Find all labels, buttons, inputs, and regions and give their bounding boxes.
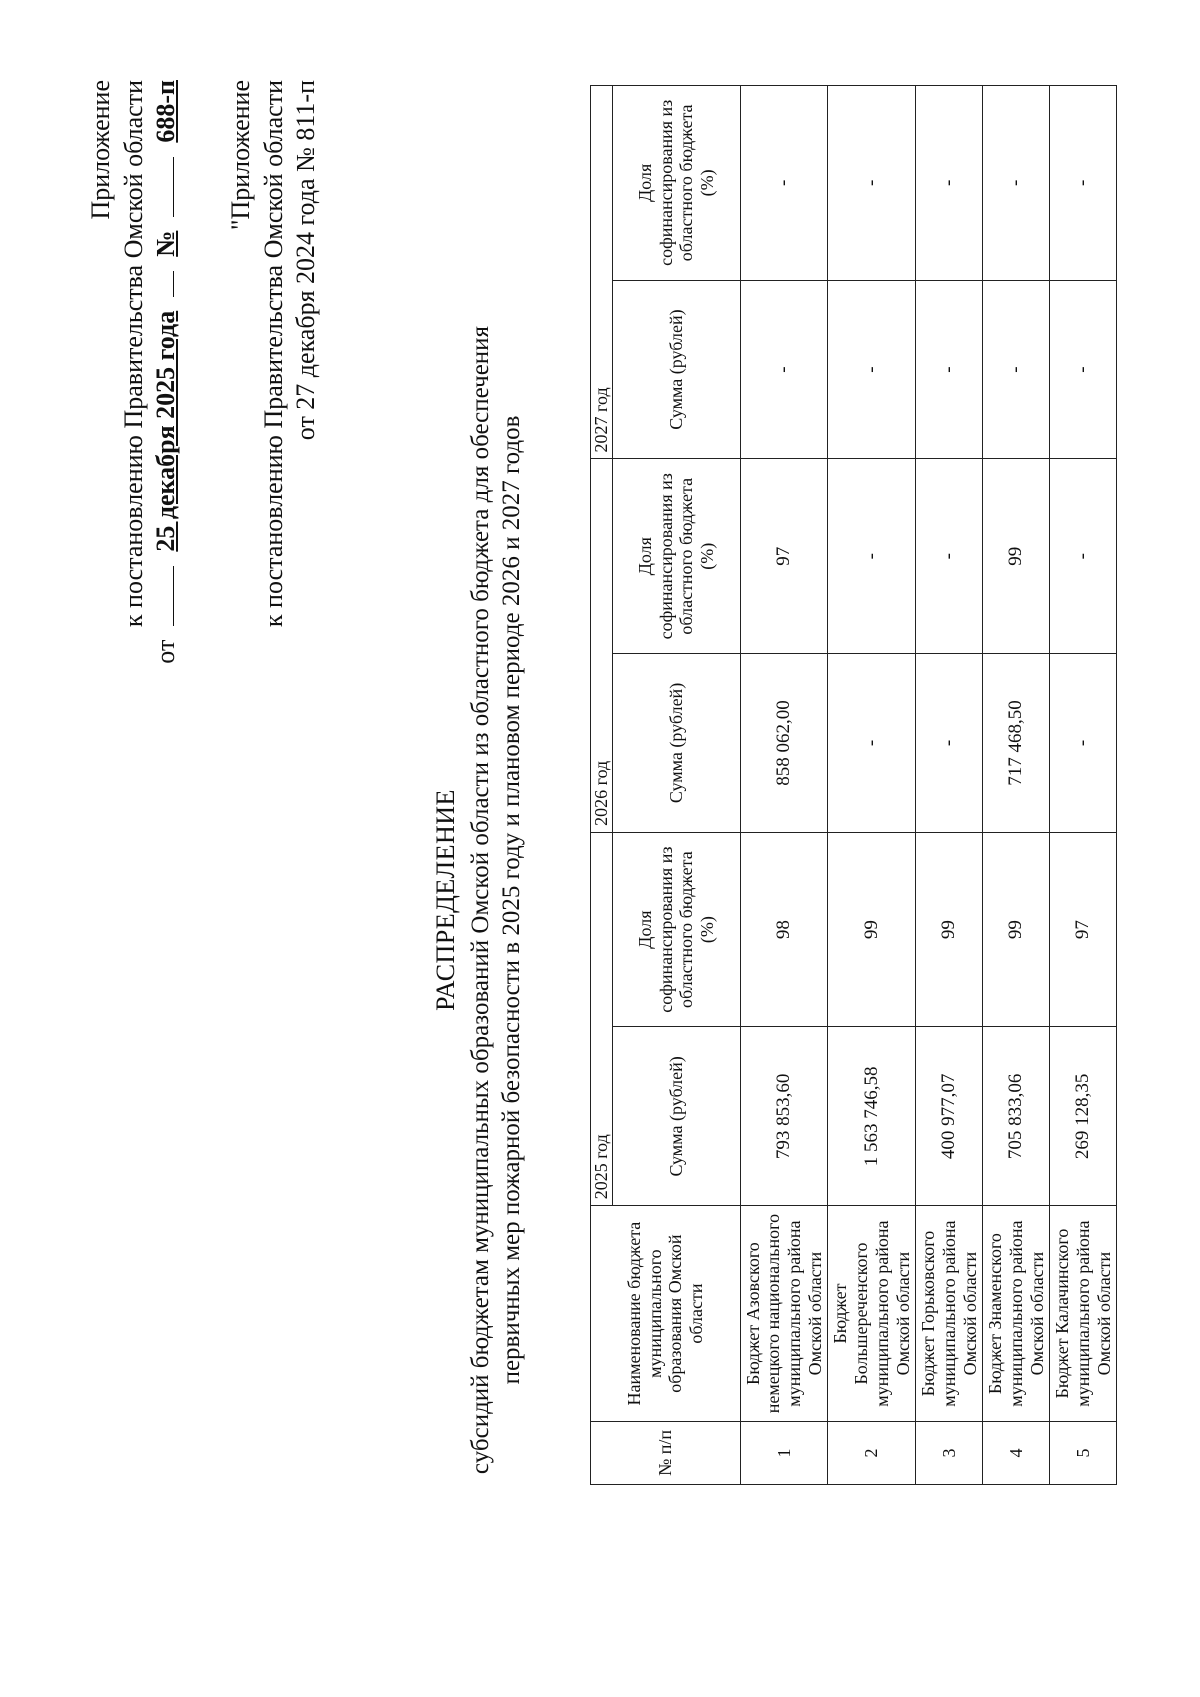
share-2027: - xyxy=(740,86,828,281)
sum-2027: - xyxy=(983,280,1050,459)
row-name: Бюджет Горьковского муниципального района Омской области xyxy=(916,1206,983,1422)
share-2027: - xyxy=(828,86,916,281)
sum-2026: 858 062,00 xyxy=(740,654,828,833)
sum-2025: 400 977,07 xyxy=(916,1027,983,1206)
sum-2025: 269 128,35 xyxy=(1050,1027,1117,1206)
sum-2026: 717 468,50 xyxy=(983,654,1050,833)
approval-line1: к постановлению Правительства Омской области xyxy=(118,80,148,628)
original-line1: к постановлению Правительства Омской области xyxy=(258,80,288,628)
row-name: Бюджет Большереченского муниципального района Омской области xyxy=(828,1206,916,1422)
col-header-share-2025: Доля софинансирования из областного бюджета (%) xyxy=(612,832,740,1027)
approval-header xyxy=(85,80,183,664)
sum-2027: - xyxy=(740,280,828,459)
col-header-share-2026: Доля софинансирования из областного бюджета (%) xyxy=(612,459,740,654)
sum-2025: 793 853,60 xyxy=(740,1027,828,1206)
share-2026: - xyxy=(828,459,916,654)
share-2027: - xyxy=(916,86,983,281)
sum-2027: - xyxy=(1050,280,1117,459)
share-2027: - xyxy=(983,86,1050,281)
approval-label: Приложение xyxy=(86,80,115,220)
number-fill-line xyxy=(173,157,174,217)
col-header-number: № п/п xyxy=(591,1421,741,1484)
sum-2027: - xyxy=(828,280,916,459)
share-2027: - xyxy=(1050,86,1117,281)
number-sign: № xyxy=(151,230,180,257)
col-header-sum-2027: Сумма (рублей) xyxy=(612,280,740,459)
share-2026: 97 xyxy=(740,459,828,654)
col-header-share-2027: Доля софинансирования из областного бюджета (%) xyxy=(612,86,740,281)
share-2025: 97 xyxy=(1050,832,1117,1027)
share-2025: 98 xyxy=(740,832,828,1027)
sum-2026: - xyxy=(916,654,983,833)
row-name: Бюджет Калачинского муниципального района Омской области xyxy=(1050,1206,1117,1422)
distribution-table-wrap xyxy=(590,85,1117,1485)
title-line1: субсидий бюджетам муниципальных образований Омской области из областного бюджета для обеспечения xyxy=(466,325,494,1475)
col-header-name: Наименование бюджета муниципального образования Омской области xyxy=(591,1206,741,1422)
share-2026: - xyxy=(1050,459,1117,654)
row-number: 4 xyxy=(983,1421,1050,1484)
share-2025: 99 xyxy=(983,832,1050,1027)
share-2026: 99 xyxy=(983,459,1050,654)
title-heading: РАСПРЕДЕЛЕНИЕ xyxy=(431,789,460,1011)
date-prefix: от xyxy=(151,639,180,664)
share-2026: - xyxy=(916,459,983,654)
original-label: "Приложение xyxy=(226,80,255,231)
row-number: 2 xyxy=(828,1421,916,1484)
table-row xyxy=(916,86,983,1485)
share-2025: 99 xyxy=(828,832,916,1027)
title-line2: первичных мер пожарной безопасности в 2025 году и плановом периоде 2026 и 2027 годов xyxy=(497,415,525,1385)
row-name: Бюджет Азовского немецкого национального муниципального района Омской области xyxy=(740,1206,828,1422)
table-row xyxy=(828,86,916,1485)
col-header-sum-2025: Сумма (рублей) xyxy=(612,1027,740,1206)
row-number: 3 xyxy=(916,1421,983,1484)
table-row xyxy=(1050,86,1117,1485)
approval-date-line xyxy=(150,80,183,664)
date-fill-line-2 xyxy=(173,271,174,297)
year-header-2025: 2025 год xyxy=(591,832,613,1205)
original-line2: от 27 декабря 2024 года № 811-п xyxy=(291,80,320,441)
approval-number: 688-п xyxy=(151,80,180,143)
sum-2025: 705 833,06 xyxy=(983,1027,1050,1206)
row-number: 1 xyxy=(740,1421,828,1484)
sum-2026: - xyxy=(1050,654,1117,833)
table-row xyxy=(740,86,828,1485)
distribution-table xyxy=(590,85,1117,1485)
sum-2025: 1 563 746,58 xyxy=(828,1027,916,1206)
row-name: Бюджет Знаменского муниципального района Омской области xyxy=(983,1206,1050,1422)
year-header-2027: 2027 год xyxy=(591,86,613,459)
approval-date: 25 декабря 2025 года xyxy=(151,310,180,552)
original-header xyxy=(225,80,323,627)
document-page xyxy=(50,50,1150,1650)
date-fill-line xyxy=(173,566,174,626)
row-number: 5 xyxy=(1050,1421,1117,1484)
sum-2027: - xyxy=(916,280,983,459)
col-header-sum-2026: Сумма (рублей) xyxy=(612,654,740,833)
sum-2026: - xyxy=(828,654,916,833)
document-title xyxy=(430,310,527,1490)
table-row xyxy=(983,86,1050,1485)
share-2025: 99 xyxy=(916,832,983,1027)
year-header-2026: 2026 год xyxy=(591,459,613,832)
